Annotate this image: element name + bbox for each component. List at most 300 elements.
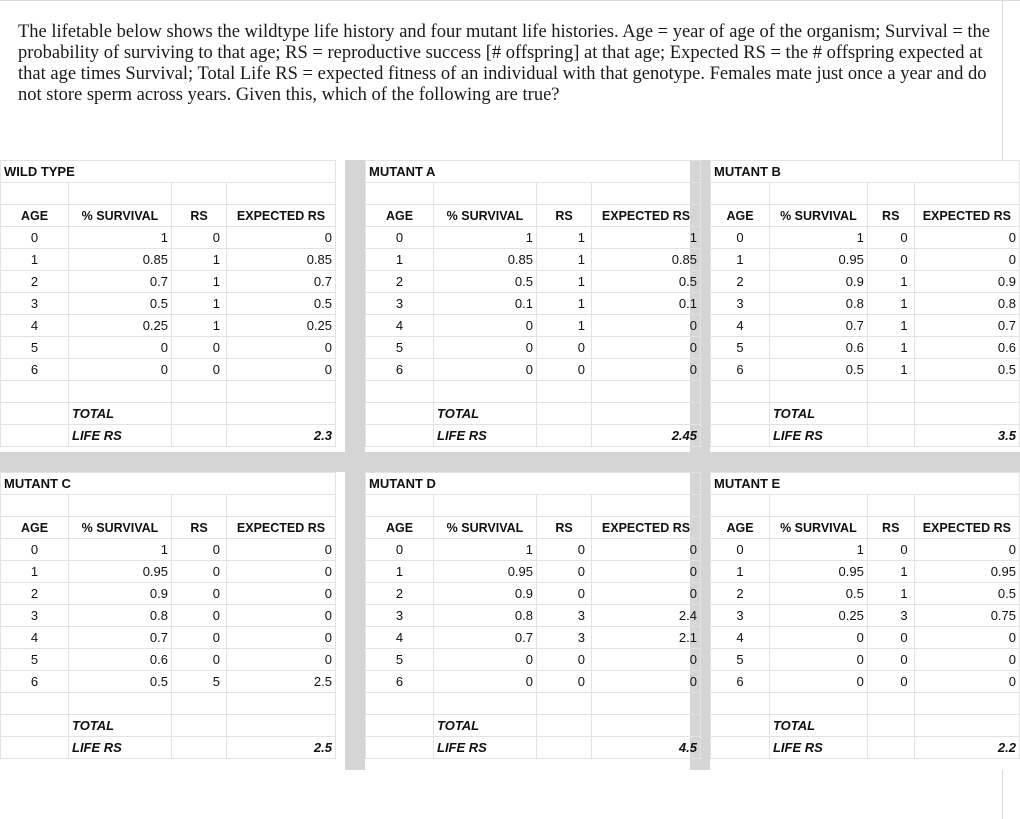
table-row <box>1 671 336 693</box>
blank-cell <box>434 381 537 403</box>
question-text: The lifetable below shows the wildtype life history and four mutant life histories. Age = year of age of the organism; Survival = the probability of surviving to that age; RS = reproductive success [# offspring] at that age; Expected RS = the # offspring expected at that age times Survival; Total Life RS = expected fitness of an individual with that genotype. Females mate just once a year and do not store sperm across years. Given this, which of the following are true? <box>18 22 991 105</box>
expected-rs-cell: 0 <box>592 315 701 337</box>
rs-cell: 0 <box>172 561 227 583</box>
age-cell: 3 <box>711 605 770 627</box>
blank-row <box>366 693 701 715</box>
survival-cell: 0.5 <box>434 271 537 293</box>
rs-cell: 1 <box>867 271 914 293</box>
blank-cell <box>592 715 701 737</box>
expected-rs-cell: 0.1 <box>592 293 701 315</box>
rs-cell: 1 <box>537 293 592 315</box>
lifetable <box>0 160 336 447</box>
blank-row <box>711 495 1020 517</box>
total-row-2 <box>1 425 336 447</box>
total-row-1 <box>366 715 701 737</box>
table-row <box>366 539 701 561</box>
rs-cell: 1 <box>867 337 914 359</box>
rs-cell: 0 <box>867 649 914 671</box>
survival-cell: 0 <box>434 359 537 381</box>
table-row <box>1 293 336 315</box>
survival-cell: 1 <box>434 227 537 249</box>
total-row-1 <box>1 403 336 425</box>
survival-cell: 0 <box>769 649 867 671</box>
blank-cell <box>172 693 227 715</box>
header-rs: RS <box>172 517 227 539</box>
blank-row <box>366 495 701 517</box>
blank-cell <box>711 425 770 447</box>
header-row <box>711 205 1020 227</box>
total-row-1 <box>711 403 1020 425</box>
blank-cell <box>172 715 227 737</box>
total-row-1 <box>1 715 336 737</box>
rs-cell: 0 <box>172 539 227 561</box>
header-age: AGE <box>711 205 770 227</box>
expected-rs-cell: 0.5 <box>914 583 1019 605</box>
header-row <box>366 205 701 227</box>
header-survival: % SURVIVAL <box>769 205 867 227</box>
age-cell: 3 <box>711 293 770 315</box>
lifetable-panel <box>365 472 701 759</box>
expected-rs-cell: 0 <box>592 583 701 605</box>
survival-cell: 0.7 <box>69 271 172 293</box>
survival-cell: 0 <box>434 671 537 693</box>
blank-cell <box>867 403 914 425</box>
total-row-2 <box>711 737 1020 759</box>
blank-cell <box>434 693 537 715</box>
blank-row <box>366 183 701 205</box>
age-cell: 5 <box>366 337 434 359</box>
total-life-rs-value: 3.5 <box>914 425 1019 447</box>
blank-cell <box>914 183 1019 205</box>
panel-title: MUTANT A <box>366 161 701 183</box>
age-cell: 2 <box>366 583 434 605</box>
age-cell: 6 <box>711 359 770 381</box>
blank-cell <box>914 715 1019 737</box>
lifetable <box>365 160 701 447</box>
table-row <box>366 271 701 293</box>
survival-cell: 0 <box>434 337 537 359</box>
blank-cell <box>227 381 336 403</box>
table-row <box>711 293 1020 315</box>
blank-cell <box>172 425 227 447</box>
blank-cell <box>366 425 434 447</box>
table-row <box>711 539 1020 561</box>
survival-cell: 0.95 <box>769 249 867 271</box>
expected-rs-cell: 0.5 <box>227 293 336 315</box>
age-cell: 1 <box>1 561 69 583</box>
panel-title: MUTANT B <box>711 161 1020 183</box>
blank-cell <box>1 693 69 715</box>
rs-cell: 1 <box>537 315 592 337</box>
header-survival: % SURVIVAL <box>769 517 867 539</box>
total-life-rs-value: 2.3 <box>227 425 336 447</box>
rs-cell: 0 <box>537 359 592 381</box>
blank-cell <box>172 737 227 759</box>
blank-cell <box>1 403 69 425</box>
header-expected-rs: EXPECTED RS <box>592 517 701 539</box>
expected-rs-cell: 1 <box>592 227 701 249</box>
blank-cell <box>769 183 867 205</box>
expected-rs-cell: 0 <box>227 627 336 649</box>
expected-rs-cell: 0.8 <box>914 293 1019 315</box>
survival-cell: 0.8 <box>69 605 172 627</box>
blank-cell <box>366 403 434 425</box>
age-cell: 6 <box>1 359 69 381</box>
table-row <box>1 359 336 381</box>
expected-rs-cell: 2.5 <box>227 671 336 693</box>
table-row <box>711 627 1020 649</box>
life-rs-label: LIFE RS <box>69 737 172 759</box>
rs-cell: 1 <box>867 359 914 381</box>
table-row <box>366 671 701 693</box>
survival-cell: 0.9 <box>769 271 867 293</box>
survival-cell: 0.95 <box>434 561 537 583</box>
table-row <box>711 337 1020 359</box>
blank-cell <box>172 381 227 403</box>
header-survival: % SURVIVAL <box>69 205 172 227</box>
age-cell: 1 <box>711 561 770 583</box>
expected-rs-cell: 0 <box>592 539 701 561</box>
survival-cell: 0.7 <box>769 315 867 337</box>
blank-row <box>1 381 336 403</box>
expected-rs-cell: 0 <box>592 671 701 693</box>
survival-cell: 0.9 <box>434 583 537 605</box>
blank-cell <box>867 381 914 403</box>
header-row <box>711 517 1020 539</box>
survival-cell: 0.25 <box>69 315 172 337</box>
blank-cell <box>366 737 434 759</box>
expected-rs-cell: 0 <box>914 671 1019 693</box>
header-age: AGE <box>711 517 770 539</box>
age-cell: 5 <box>711 649 770 671</box>
table-row <box>1 583 336 605</box>
blank-cell <box>711 381 770 403</box>
lifetable <box>0 472 336 759</box>
life-rs-label: LIFE RS <box>769 737 867 759</box>
blank-cell <box>1 425 69 447</box>
age-cell: 2 <box>366 271 434 293</box>
blank-row <box>1 693 336 715</box>
age-cell: 5 <box>711 337 770 359</box>
rs-cell: 0 <box>867 627 914 649</box>
rs-cell: 1 <box>172 293 227 315</box>
total-life-rs-value: 2.5 <box>227 737 336 759</box>
blank-cell <box>172 403 227 425</box>
total-label: TOTAL <box>434 403 537 425</box>
expected-rs-cell: 0 <box>227 583 336 605</box>
table-row <box>1 561 336 583</box>
blank-cell <box>69 183 172 205</box>
rs-cell: 0 <box>537 561 592 583</box>
age-cell: 1 <box>366 561 434 583</box>
blank-cell <box>227 183 336 205</box>
survival-cell: 0.5 <box>769 359 867 381</box>
age-cell: 4 <box>1 315 69 337</box>
header-expected-rs: EXPECTED RS <box>914 205 1019 227</box>
age-cell: 3 <box>1 293 69 315</box>
expected-rs-cell: 0 <box>227 359 336 381</box>
expected-rs-cell: 0.85 <box>592 249 701 271</box>
age-cell: 1 <box>711 249 770 271</box>
age-cell: 1 <box>366 249 434 271</box>
total-row-1 <box>366 403 701 425</box>
blank-cell <box>69 693 172 715</box>
expected-rs-cell: 2.4 <box>592 605 701 627</box>
total-row-1 <box>711 715 1020 737</box>
blank-cell <box>1 183 69 205</box>
table-row <box>711 649 1020 671</box>
age-cell: 0 <box>366 539 434 561</box>
survival-cell: 0.5 <box>69 671 172 693</box>
table-row <box>1 627 336 649</box>
expected-rs-cell: 0 <box>914 249 1019 271</box>
panel-title-row <box>366 473 701 495</box>
total-label: TOTAL <box>69 715 172 737</box>
table-row <box>711 583 1020 605</box>
blank-cell <box>867 425 914 447</box>
header-survival: % SURVIVAL <box>434 517 537 539</box>
blank-row <box>1 183 336 205</box>
blank-cell <box>867 737 914 759</box>
expected-rs-cell: 0.5 <box>914 359 1019 381</box>
survival-cell: 1 <box>69 227 172 249</box>
rs-cell: 1 <box>537 227 592 249</box>
survival-cell: 0.85 <box>434 249 537 271</box>
total-row-2 <box>1 737 336 759</box>
age-cell: 0 <box>1 227 69 249</box>
header-row <box>1 517 336 539</box>
expected-rs-cell: 0.25 <box>227 315 336 337</box>
total-life-rs-value: 2.45 <box>592 425 701 447</box>
header-age: AGE <box>366 517 434 539</box>
blank-cell <box>1 737 69 759</box>
blank-cell <box>769 495 867 517</box>
survival-cell: 1 <box>769 227 867 249</box>
table-row <box>366 627 701 649</box>
expected-rs-cell: 0.7 <box>914 315 1019 337</box>
expected-rs-cell: 0 <box>592 337 701 359</box>
age-cell: 3 <box>1 605 69 627</box>
age-cell: 5 <box>1 337 69 359</box>
blank-cell <box>366 495 434 517</box>
table-row <box>711 315 1020 337</box>
rs-cell: 1 <box>867 583 914 605</box>
blank-cell <box>172 495 227 517</box>
panel-title: MUTANT E <box>711 473 1020 495</box>
age-cell: 4 <box>711 627 770 649</box>
rs-cell: 0 <box>537 649 592 671</box>
panel-title-row <box>711 473 1020 495</box>
age-cell: 4 <box>366 315 434 337</box>
age-cell: 3 <box>366 293 434 315</box>
age-cell: 0 <box>711 227 770 249</box>
lifetable-sheet <box>0 160 1020 770</box>
life-rs-label: LIFE RS <box>434 737 537 759</box>
blank-cell <box>537 381 592 403</box>
blank-cell <box>227 495 336 517</box>
expected-rs-cell: 0 <box>914 227 1019 249</box>
blank-cell <box>592 381 701 403</box>
survival-cell: 0 <box>69 337 172 359</box>
total-row-2 <box>366 737 701 759</box>
age-cell: 2 <box>711 583 770 605</box>
expected-rs-cell: 0 <box>227 605 336 627</box>
blank-row <box>366 381 701 403</box>
blank-row <box>711 381 1020 403</box>
age-cell: 2 <box>711 271 770 293</box>
blank-cell <box>366 381 434 403</box>
expected-rs-cell: 0 <box>227 649 336 671</box>
table-row <box>711 561 1020 583</box>
blank-cell <box>69 495 172 517</box>
expected-rs-cell: 0.9 <box>914 271 1019 293</box>
age-cell: 1 <box>1 249 69 271</box>
table-row <box>1 649 336 671</box>
blank-cell <box>366 693 434 715</box>
rs-cell: 0 <box>537 671 592 693</box>
rs-cell: 1 <box>172 271 227 293</box>
lifetable-panel <box>710 472 1020 759</box>
total-label: TOTAL <box>769 403 867 425</box>
rs-cell: 0 <box>537 539 592 561</box>
age-cell: 2 <box>1 583 69 605</box>
rs-cell: 0 <box>867 671 914 693</box>
rs-cell: 0 <box>867 227 914 249</box>
header-age: AGE <box>1 517 69 539</box>
header-expected-rs: EXPECTED RS <box>592 205 701 227</box>
survival-cell: 0 <box>769 627 867 649</box>
survival-cell: 1 <box>769 539 867 561</box>
blank-cell <box>867 715 914 737</box>
header-age: AGE <box>366 205 434 227</box>
total-life-rs-value: 4.5 <box>592 737 701 759</box>
survival-cell: 0.9 <box>69 583 172 605</box>
table-row <box>711 271 1020 293</box>
panel-title-row <box>1 161 336 183</box>
header-rs: RS <box>867 205 914 227</box>
blank-cell <box>366 183 434 205</box>
panel-title-row <box>711 161 1020 183</box>
table-row <box>1 227 336 249</box>
blank-cell <box>592 403 701 425</box>
rs-cell: 0 <box>172 627 227 649</box>
survival-cell: 0 <box>69 359 172 381</box>
survival-cell: 0.25 <box>769 605 867 627</box>
survival-cell: 0.8 <box>434 605 537 627</box>
panel-title: MUTANT D <box>366 473 701 495</box>
table-row <box>1 249 336 271</box>
table-row <box>1 315 336 337</box>
blank-cell <box>914 693 1019 715</box>
age-cell: 2 <box>1 271 69 293</box>
lifetable <box>365 472 701 759</box>
blank-cell <box>227 693 336 715</box>
expected-rs-cell: 0.85 <box>227 249 336 271</box>
table-row <box>366 315 701 337</box>
rs-cell: 5 <box>172 671 227 693</box>
right-border-lower <box>1002 770 1003 819</box>
age-cell: 3 <box>366 605 434 627</box>
table-row <box>711 605 1020 627</box>
blank-cell <box>69 381 172 403</box>
rs-cell: 0 <box>172 227 227 249</box>
blank-cell <box>711 737 770 759</box>
total-row-2 <box>366 425 701 447</box>
header-rs: RS <box>867 517 914 539</box>
total-label: TOTAL <box>434 715 537 737</box>
rs-cell: 0 <box>537 337 592 359</box>
blank-row <box>711 183 1020 205</box>
total-life-rs-value: 2.2 <box>914 737 1019 759</box>
table-row <box>366 605 701 627</box>
table-row <box>366 249 701 271</box>
blank-cell <box>537 737 592 759</box>
survival-cell: 0.85 <box>69 249 172 271</box>
blank-cell <box>537 495 592 517</box>
rs-cell: 1 <box>172 249 227 271</box>
expected-rs-cell: 0.6 <box>914 337 1019 359</box>
survival-cell: 0.7 <box>69 627 172 649</box>
blank-cell <box>914 495 1019 517</box>
survival-cell: 0.1 <box>434 293 537 315</box>
age-cell: 6 <box>711 671 770 693</box>
blank-cell <box>537 183 592 205</box>
blank-cell <box>769 381 867 403</box>
total-row-2 <box>711 425 1020 447</box>
blank-cell <box>537 715 592 737</box>
header-row <box>366 517 701 539</box>
age-cell: 4 <box>1 627 69 649</box>
panel-title: MUTANT C <box>1 473 336 495</box>
rs-cell: 0 <box>172 605 227 627</box>
survival-cell: 0.5 <box>69 293 172 315</box>
total-label: TOTAL <box>69 403 172 425</box>
rs-cell: 0 <box>867 249 914 271</box>
blank-cell <box>592 693 701 715</box>
rs-cell: 0 <box>172 583 227 605</box>
life-rs-label: LIFE RS <box>769 425 867 447</box>
blank-cell <box>434 495 537 517</box>
blank-cell <box>1 715 69 737</box>
age-cell: 6 <box>1 671 69 693</box>
rs-cell: 1 <box>867 293 914 315</box>
blank-cell <box>227 715 336 737</box>
survival-cell: 1 <box>434 539 537 561</box>
table-row <box>366 649 701 671</box>
life-rs-label: LIFE RS <box>434 425 537 447</box>
age-cell: 4 <box>366 627 434 649</box>
survival-cell: 0 <box>434 649 537 671</box>
blank-cell <box>537 693 592 715</box>
top-border <box>0 0 1020 1</box>
blank-cell <box>914 403 1019 425</box>
table-row <box>1 271 336 293</box>
rs-cell: 0 <box>172 337 227 359</box>
age-cell: 4 <box>711 315 770 337</box>
blank-cell <box>867 183 914 205</box>
header-row <box>1 205 336 227</box>
expected-rs-cell: 0 <box>914 539 1019 561</box>
header-rs: RS <box>172 205 227 227</box>
header-expected-rs: EXPECTED RS <box>227 205 336 227</box>
age-cell: 0 <box>366 227 434 249</box>
table-row <box>1 605 336 627</box>
panel-title-row <box>1 473 336 495</box>
rs-cell: 3 <box>537 605 592 627</box>
expected-rs-cell: 0 <box>592 359 701 381</box>
table-row <box>711 671 1020 693</box>
expected-rs-cell: 0 <box>227 561 336 583</box>
